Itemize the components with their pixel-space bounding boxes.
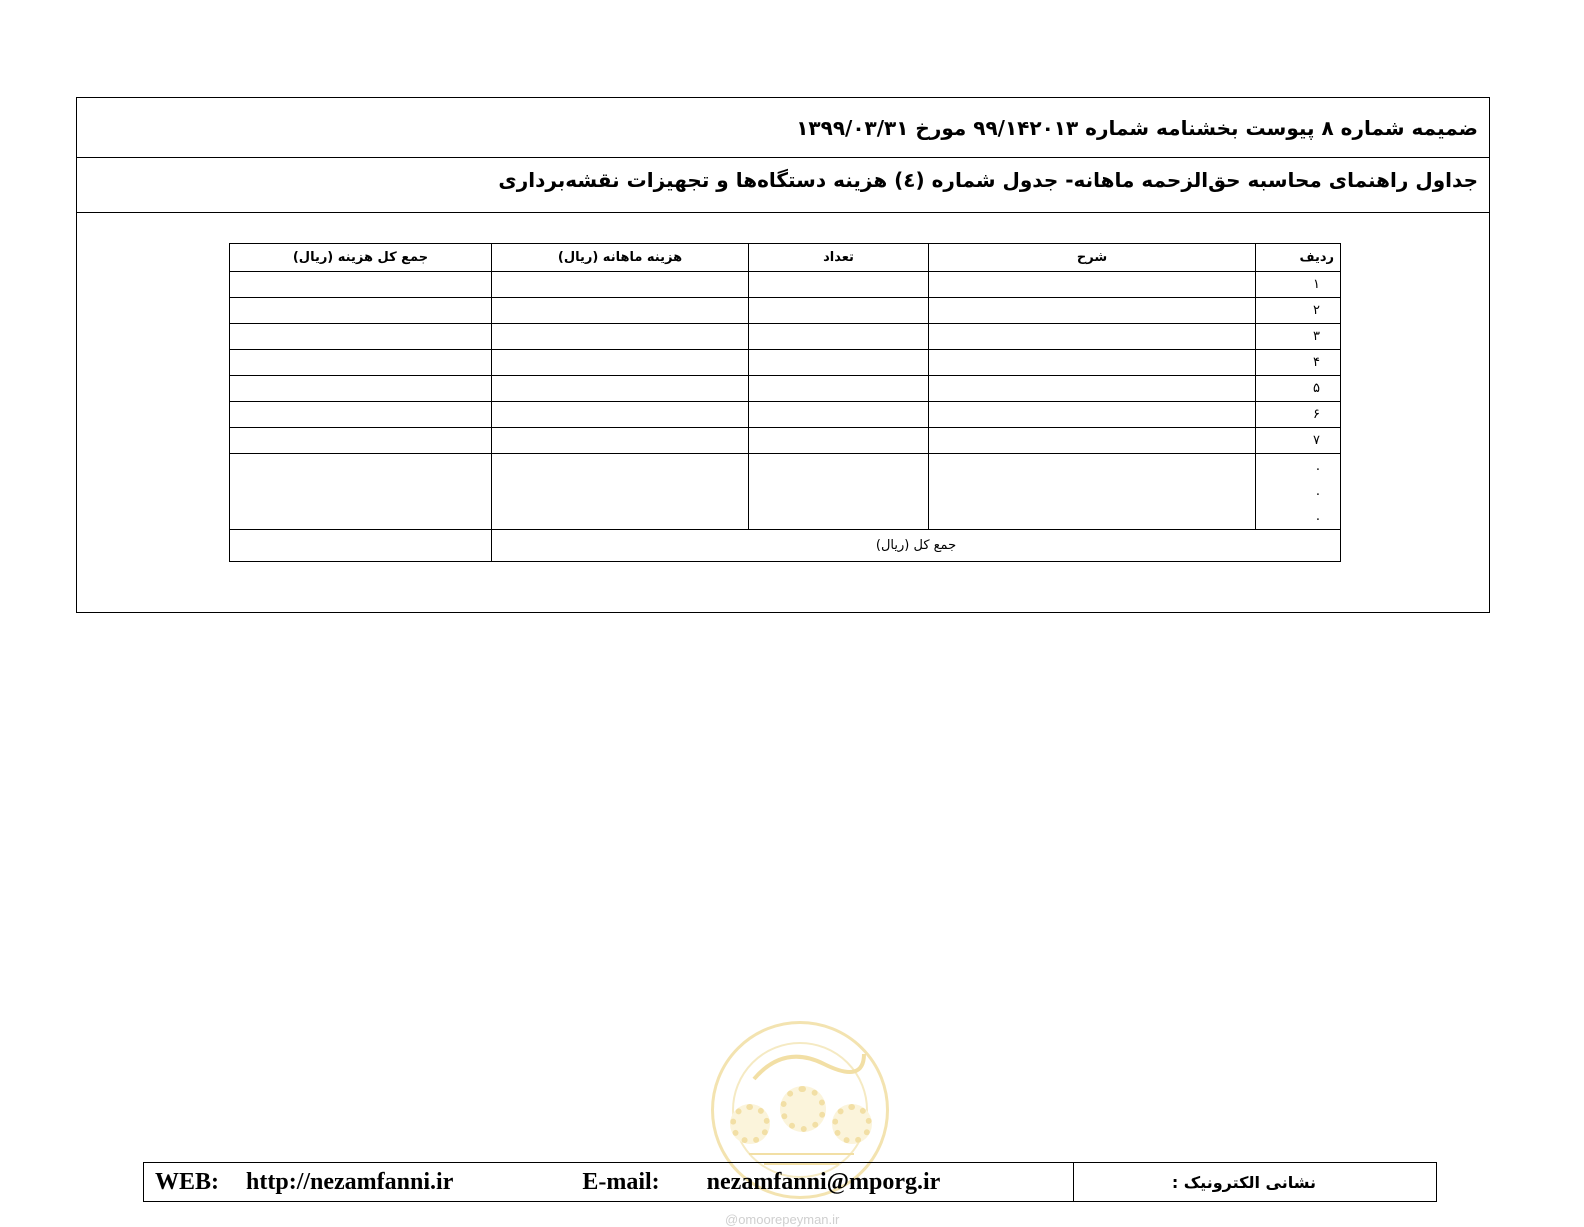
web-link[interactable]: http://nezamfanni.ir bbox=[246, 1168, 454, 1195]
dot: . bbox=[1315, 484, 1320, 499]
table-row bbox=[230, 428, 1341, 454]
dot: . bbox=[1315, 509, 1320, 524]
monthly-cost-cell bbox=[492, 272, 749, 298]
row-number: ۳ bbox=[1256, 324, 1341, 350]
total-cost-cell bbox=[230, 428, 492, 454]
footer-contact-links bbox=[144, 1163, 1074, 1201]
cost-table bbox=[229, 243, 1341, 562]
table-row bbox=[230, 298, 1341, 324]
table-row bbox=[230, 376, 1341, 402]
row-number: ۶ bbox=[1256, 402, 1341, 428]
total-cost-cell bbox=[230, 298, 492, 324]
monthly-cost-cell bbox=[492, 402, 749, 428]
table-title: جداول راهنمای محاسبه حق‌الزحمه ماهانه- جدول شماره (٤) هزینه دستگاه‌ها و تجهیزات نقشه‌برداری bbox=[77, 158, 1489, 213]
total-cost-cell bbox=[230, 376, 492, 402]
table-header-row bbox=[230, 244, 1341, 272]
description-cell bbox=[929, 428, 1256, 454]
electronic-address-label: نشانی الکترونیک : bbox=[1171, 1172, 1316, 1192]
monthly-cost-cell bbox=[492, 454, 749, 530]
email-label: E-mail: bbox=[582, 1168, 660, 1195]
col-header-monthly-cost: هزینه ماهانه (ریال) bbox=[492, 244, 749, 272]
annex-title: ضمیمه شماره ۸ پیوست بخشنامه شماره ۹۹/۱۴۲۰۱۳ مورخ ۱۳۹۹/۰۳/۳۱ bbox=[77, 98, 1489, 158]
total-cost-cell bbox=[230, 350, 492, 376]
monthly-cost-cell bbox=[492, 324, 749, 350]
total-cost-cell bbox=[230, 272, 492, 298]
description-cell bbox=[929, 454, 1256, 530]
quantity-cell bbox=[749, 454, 929, 530]
quantity-cell bbox=[749, 324, 929, 350]
table-row bbox=[230, 324, 1341, 350]
watermark-site: @omoorepeyman.ir bbox=[725, 1212, 840, 1227]
quantity-cell bbox=[749, 376, 929, 402]
description-cell bbox=[929, 376, 1256, 402]
row-number: ۷ bbox=[1256, 428, 1341, 454]
table-row bbox=[230, 402, 1341, 428]
total-label: جمع کل (ریال) bbox=[492, 530, 1341, 562]
monthly-cost-cell bbox=[492, 376, 749, 402]
row-number: ۵ bbox=[1256, 376, 1341, 402]
row-number: ۴ bbox=[1256, 350, 1341, 376]
total-row bbox=[230, 530, 1341, 562]
document-frame bbox=[76, 97, 1490, 613]
grand-total-cell bbox=[230, 530, 492, 562]
total-cost-cell bbox=[230, 324, 492, 350]
col-header-quantity: تعداد bbox=[749, 244, 929, 272]
row-number: ۲ bbox=[1256, 298, 1341, 324]
table-row bbox=[230, 350, 1341, 376]
table-row bbox=[230, 272, 1341, 298]
col-header-description: شرح bbox=[929, 244, 1256, 272]
footer-contact-bar bbox=[143, 1162, 1437, 1202]
dot: . bbox=[1315, 459, 1320, 474]
web-label: WEB: bbox=[155, 1168, 220, 1195]
total-cost-cell bbox=[230, 402, 492, 428]
monthly-cost-cell bbox=[492, 428, 749, 454]
quantity-cell bbox=[749, 350, 929, 376]
description-cell bbox=[929, 402, 1256, 428]
email-link[interactable]: nezamfanni@mporg.ir bbox=[706, 1168, 941, 1195]
quantity-cell bbox=[749, 428, 929, 454]
description-cell bbox=[929, 272, 1256, 298]
continuation-dots bbox=[1256, 454, 1341, 530]
quantity-cell bbox=[749, 272, 929, 298]
continuation-row bbox=[230, 454, 1341, 530]
col-header-total-cost: جمع کل هزینه (ریال) bbox=[230, 244, 492, 272]
row-number: ۱ bbox=[1256, 272, 1341, 298]
description-cell bbox=[929, 350, 1256, 376]
description-cell bbox=[929, 298, 1256, 324]
monthly-cost-cell bbox=[492, 298, 749, 324]
col-header-row-number: ردیف bbox=[1256, 244, 1341, 272]
quantity-cell bbox=[749, 298, 929, 324]
quantity-cell bbox=[749, 402, 929, 428]
monthly-cost-cell bbox=[492, 350, 749, 376]
total-cost-cell bbox=[230, 454, 492, 530]
description-cell bbox=[929, 324, 1256, 350]
